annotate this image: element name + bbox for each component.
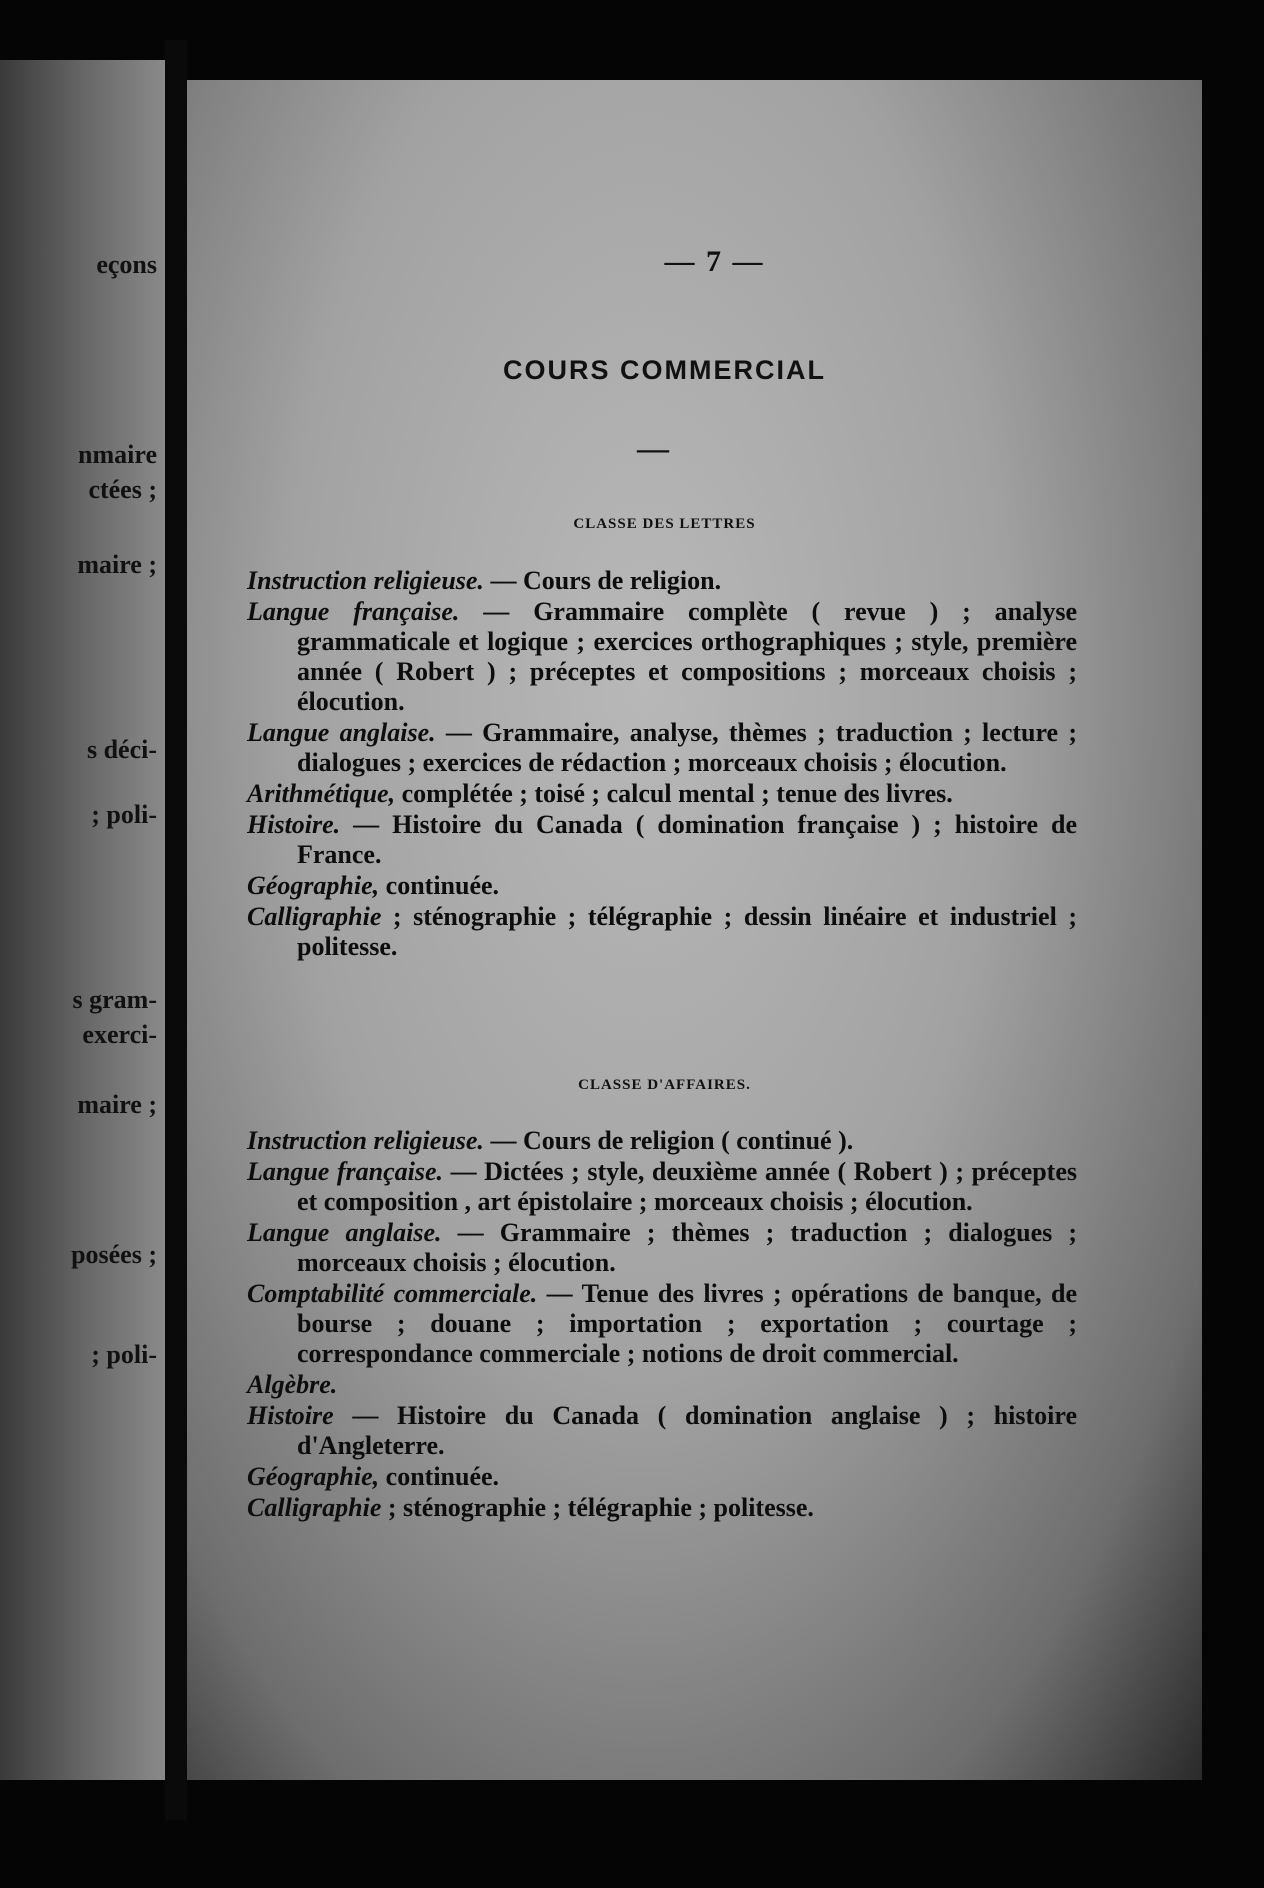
section-entries-affaires [247, 1126, 1077, 1524]
course-description: — Grammaire complète ( revue ) ; analyse grammaticale et logique ; exercices orthographiques ; style, première année ( Robert ) ; préceptes et compositions ; morceaux choisis ; élocution. [297, 597, 1078, 716]
course-subject: Arithmétique, [247, 779, 396, 808]
course-description: — Histoire du Canada ( domination anglaise ) ; histoire d'Angleterre. [297, 1401, 1077, 1460]
left-page-text-fragment: posées ; [71, 1240, 157, 1269]
title-separator: — [637, 430, 669, 466]
left-page-fragment [0, 60, 165, 1780]
left-page-text-fragment: eçons [96, 250, 157, 279]
course-description: — Grammaire ; thèmes ; traduction ; dialogues ; morceaux choisis ; élocution. [297, 1218, 1077, 1277]
left-page-text-fragment: exerci- [82, 1020, 157, 1049]
course-description: continuée. [379, 1462, 500, 1491]
course-subject: Histoire [247, 1401, 334, 1430]
left-page-text-fragment: s déci- [86, 735, 157, 764]
course-description: continuée. [379, 871, 500, 900]
course-subject: Calligraphie [247, 902, 382, 931]
course-description: ; sténographie ; télégraphie ; politesse. [381, 1493, 814, 1522]
left-page-text-fragment: ; poli- [91, 800, 157, 829]
course-description: — Dictées ; style, deuxième année ( Robert ) ; préceptes et composition , art épistolaire ; morceaux choisis ; élocution. [297, 1157, 1077, 1216]
course-subject: Langue française. [247, 1157, 444, 1186]
course-subject: Instruction religieuse. [247, 566, 484, 595]
course-description: complétée ; toisé ; calcul mental ; tenue des livres. [395, 779, 953, 808]
section-heading-lettres: CLASSE DES LETTRES [573, 516, 756, 532]
course-entry [247, 718, 1077, 778]
left-page-text-fragment: ctées ; [88, 475, 157, 504]
page-number: — 7 — [664, 245, 765, 278]
course-entry [247, 871, 1077, 901]
course-entry [247, 1462, 1077, 1492]
section-entries-lettres [247, 566, 1077, 963]
course-description: — Grammaire, analyse, thèmes ; traduction ; lecture ; dialogues ; exercices de rédaction ; morceaux choisis ; élocution. [297, 718, 1077, 777]
section-heading-affaires: CLASSE D'AFFAIRES. [578, 1077, 751, 1093]
course-entry [247, 810, 1077, 870]
course-entry [247, 1493, 1077, 1523]
left-page-text-fragment: nmaire [78, 440, 157, 469]
course-entry [247, 1157, 1077, 1217]
course-description: — Cours de religion. [483, 566, 722, 595]
course-description: — Tenue des livres ; opérations de banque, de bourse ; douane ; importation ; exportation ; courtage ; correspondance commerciale ; notions de droit commercial. [297, 1279, 1077, 1368]
course-subject: Algèbre. [247, 1370, 338, 1399]
course-entry [247, 1370, 1077, 1400]
left-page-text-fragment: ; poli- [91, 1340, 157, 1369]
course-description: — Cours de religion ( continué ). [483, 1126, 854, 1155]
course-entry [247, 1401, 1077, 1461]
book-page [187, 80, 1202, 1780]
course-subject: Histoire. [247, 810, 341, 839]
course-subject: Langue française. [247, 597, 460, 626]
course-subject: Instruction religieuse. [247, 1126, 484, 1155]
left-page-text-fragment: s gram- [72, 985, 157, 1014]
course-entry [247, 597, 1077, 717]
course-entry [247, 566, 1077, 596]
course-entry [247, 779, 1077, 809]
course-subject: Langue anglaise. [247, 718, 436, 747]
course-subject: Comptabilité commerciale. [247, 1279, 538, 1308]
book-gutter [165, 40, 187, 1820]
course-description: — Histoire du Canada ( domination française ) ; histoire de France. [297, 810, 1077, 869]
left-page-text-fragment: maire ; [77, 550, 157, 579]
course-entry [247, 902, 1077, 962]
course-subject: Langue anglaise. [247, 1218, 442, 1247]
course-subject: Géographie, [247, 871, 380, 900]
course-subject: Géographie, [247, 1462, 380, 1491]
course-entry [247, 1279, 1077, 1369]
course-subject: Calligraphie [247, 1493, 382, 1522]
course-description: ; sténographie ; télégraphie ; dessin linéaire et industriel ; politesse. [297, 902, 1077, 961]
course-entry [247, 1218, 1077, 1278]
page-title: COURS COMMERCIAL [503, 355, 826, 385]
course-entry [247, 1126, 1077, 1156]
left-page-text-fragment: maire ; [77, 1090, 157, 1119]
